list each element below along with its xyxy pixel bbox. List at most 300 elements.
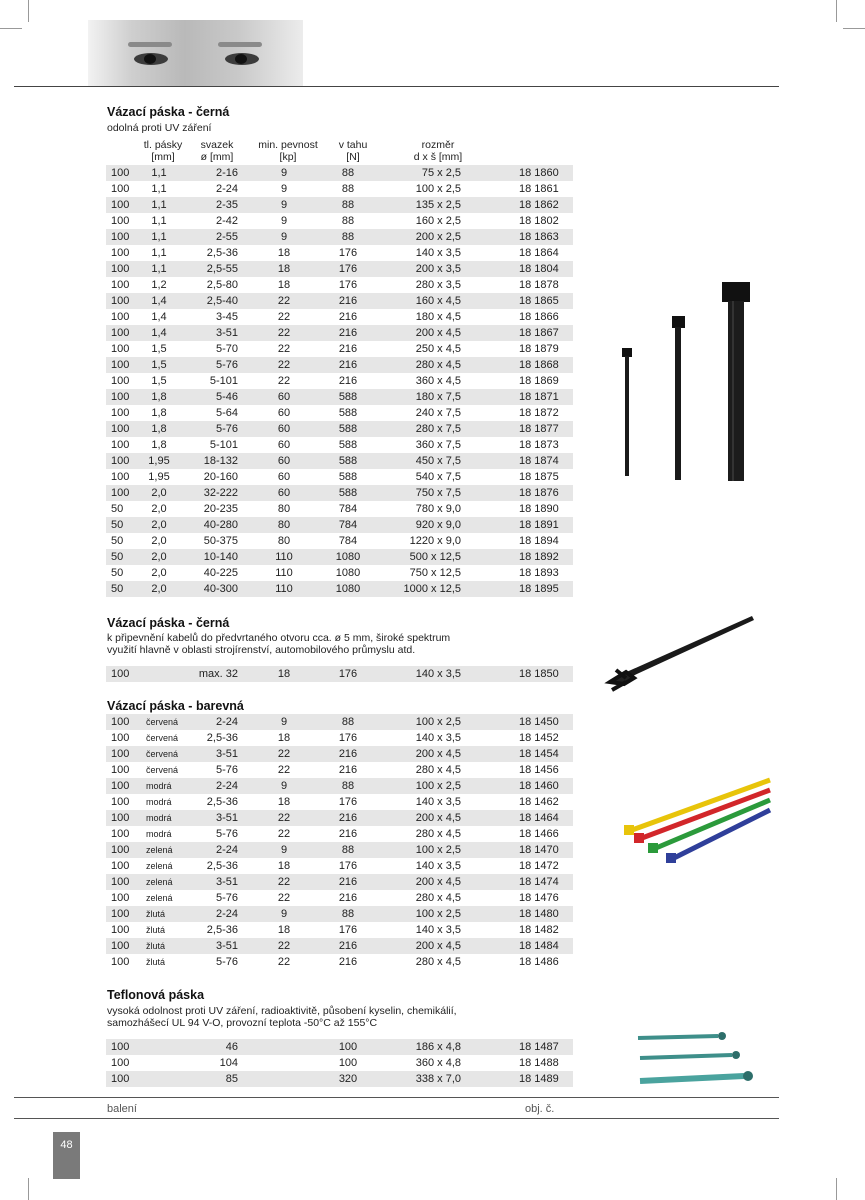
- bundle-cell: 3-51: [215, 748, 238, 760]
- thickness-cell: 1,2: [151, 279, 167, 291]
- strength-cell: 60: [277, 471, 291, 483]
- strength-cell: 110: [275, 583, 293, 595]
- packaging-cell: 100: [111, 828, 130, 840]
- strength-cell: 60: [277, 391, 291, 403]
- strength-cell: 22: [277, 343, 291, 355]
- table-row: [106, 197, 573, 213]
- table-row: [106, 229, 573, 245]
- section3-title: Vázací páska - barevná: [107, 699, 244, 713]
- col-header-strength: min. pevnost [kp]: [258, 139, 318, 163]
- strength-cell: 18: [277, 279, 291, 291]
- dimension-cell: 160 x 2,5: [415, 215, 461, 227]
- section4-title: Teflonová páska: [107, 988, 205, 1002]
- packaging-cell: 100: [111, 263, 130, 275]
- tension-cell: 176: [338, 860, 358, 872]
- tension-cell: 216: [338, 828, 358, 840]
- table-row: [106, 858, 573, 874]
- dimension-cell: 200 x 4,5: [415, 748, 461, 760]
- packaging-cell: 100: [111, 716, 130, 728]
- packaging-cell: 100: [111, 764, 130, 776]
- table-row: [106, 165, 573, 181]
- bundle-cell: 5-76: [215, 828, 238, 840]
- footer-packaging-label: balení: [107, 1103, 137, 1115]
- dimension-cell: 750 x 12,5: [409, 567, 461, 579]
- strength-cell: 9: [280, 231, 288, 243]
- brow-right: [218, 42, 262, 47]
- dimension-cell: 180 x 7,5: [415, 391, 461, 403]
- col-header-dimension: rozměr d x š [mm]: [413, 139, 463, 163]
- dimension-cell: 140 x 3,5: [415, 860, 461, 872]
- table-row: [106, 1071, 573, 1087]
- bundle-cell: 20-160: [203, 471, 238, 483]
- bundle-cell: 50-375: [203, 535, 238, 547]
- dimension-cell: 186 x 4,8: [415, 1041, 461, 1053]
- tension-cell: 216: [338, 359, 358, 371]
- tension-cell: 784: [338, 535, 358, 547]
- dimension-cell: 1000 x 12,5: [403, 583, 461, 595]
- strength-cell: 22: [277, 764, 291, 776]
- bundle-cell: 2-35: [215, 199, 238, 211]
- strength-cell: 22: [277, 892, 291, 904]
- thickness-cell: červená: [146, 717, 179, 727]
- tension-cell: 588: [338, 407, 358, 419]
- packaging-cell: 100: [111, 668, 130, 680]
- order-number-cell: 18 1873: [519, 439, 559, 451]
- strength-cell: 22: [277, 748, 291, 760]
- order-number-cell: 18 1895: [519, 583, 559, 595]
- bundle-cell: 2,5-36: [206, 732, 238, 744]
- strength-cell: 60: [277, 407, 291, 419]
- dimension-cell: 750 x 7,5: [415, 487, 461, 499]
- thickness-cell: 1,4: [151, 295, 167, 307]
- table-row: [106, 533, 573, 549]
- table-row: [106, 826, 573, 842]
- packaging-cell: 100: [111, 892, 130, 904]
- strength-cell: 9: [280, 183, 288, 195]
- order-number-cell: 18 1454: [519, 748, 559, 760]
- dimension-cell: 280 x 3,5: [415, 279, 461, 291]
- packaging-cell: 50: [111, 519, 124, 531]
- packaging-cell: 50: [111, 551, 124, 563]
- strength-cell: 9: [280, 199, 288, 211]
- packaging-cell: 100: [111, 423, 130, 435]
- crop-mark: [836, 0, 837, 22]
- packaging-cell: 50: [111, 567, 124, 579]
- table-row: [106, 730, 573, 746]
- dimension-cell: 135 x 2,5: [415, 199, 461, 211]
- tension-cell: 216: [338, 956, 358, 968]
- thickness-cell: zelená: [146, 861, 173, 871]
- order-number-cell: 18 1871: [519, 391, 559, 403]
- thickness-cell: 1,1: [151, 231, 167, 243]
- dimension-cell: 280 x 7,5: [415, 423, 461, 435]
- order-number-cell: 18 1877: [519, 423, 559, 435]
- bundle-cell: 5-101: [209, 375, 238, 387]
- col-header-tension: v tahu [N]: [338, 139, 368, 163]
- tension-cell: 216: [338, 295, 358, 307]
- packaging-cell: 50: [111, 583, 124, 595]
- thickness-cell: červená: [146, 733, 179, 743]
- tension-cell: 88: [341, 844, 355, 856]
- tension-cell: 588: [338, 487, 358, 499]
- thickness-cell: 1,1: [151, 263, 167, 275]
- dimension-cell: 100 x 2,5: [415, 908, 461, 920]
- colored-cable-ties-image: [612, 770, 772, 870]
- tension-cell: 88: [341, 199, 355, 211]
- order-number-cell: 18 1472: [519, 860, 559, 872]
- packaging-cell: 100: [111, 860, 130, 872]
- dimension-cell: 200 x 4,5: [415, 940, 461, 952]
- dimension-cell: 200 x 2,5: [415, 231, 461, 243]
- strength-cell: 110: [275, 567, 293, 579]
- thickness-cell: 1,8: [151, 407, 167, 419]
- table-row: [106, 842, 573, 858]
- packaging-cell: 100: [111, 956, 130, 968]
- bundle-cell: 3-45: [215, 311, 238, 323]
- table-row: [106, 453, 573, 469]
- strength-cell: 60: [277, 487, 291, 499]
- order-number-cell: 18 1872: [519, 407, 559, 419]
- order-number-cell: 18 1450: [519, 716, 559, 728]
- tension-cell: 1080: [335, 583, 361, 595]
- packaging-cell: 100: [111, 231, 130, 243]
- thickness-cell: 1,5: [151, 343, 167, 355]
- packaging-cell: 100: [111, 439, 130, 451]
- strength-cell: 9: [280, 908, 288, 920]
- thickness-cell: 1,5: [151, 375, 167, 387]
- packaging-cell: 100: [111, 812, 130, 824]
- tension-cell: 216: [338, 748, 358, 760]
- mounting-cable-tie-image: [604, 612, 764, 694]
- dimension-cell: 140 x 3,5: [415, 732, 461, 744]
- bundle-cell: 5-101: [209, 439, 238, 451]
- bundle-cell: 46: [225, 1041, 238, 1053]
- order-number-cell: 18 1862: [519, 199, 559, 211]
- table-row: [106, 666, 573, 682]
- dimension-cell: 100 x 2,5: [415, 844, 461, 856]
- order-number-cell: 18 1891: [519, 519, 559, 531]
- table-row: [106, 485, 573, 501]
- footer-rule-bottom: [14, 1118, 779, 1119]
- dimension-cell: 250 x 4,5: [415, 343, 461, 355]
- strength-cell: 18: [277, 732, 291, 744]
- order-number-cell: 18 1482: [519, 924, 559, 936]
- tension-cell: 216: [338, 940, 358, 952]
- order-number-cell: 18 1876: [519, 487, 559, 499]
- table-row: [106, 794, 573, 810]
- bundle-cell: 5-76: [215, 423, 238, 435]
- packaging-cell: 100: [111, 924, 130, 936]
- dimension-cell: 160 x 4,5: [415, 295, 461, 307]
- dimension-cell: 75 x 2,5: [421, 167, 461, 179]
- table-row: [106, 922, 573, 938]
- strength-cell: 110: [275, 551, 293, 563]
- table-row: [106, 245, 573, 261]
- tension-cell: 1080: [335, 551, 361, 563]
- packaging-cell: 100: [111, 732, 130, 744]
- packaging-cell: 100: [111, 311, 130, 323]
- tension-cell: 88: [341, 231, 355, 243]
- bundle-cell: max. 32: [198, 668, 238, 680]
- footer-order-no-label: obj. č.: [525, 1103, 555, 1115]
- packaging-cell: 100: [111, 1073, 130, 1085]
- table-section2: [106, 666, 573, 682]
- dimension-cell: 140 x 3,5: [415, 247, 461, 259]
- bundle-cell: 5-64: [215, 407, 238, 419]
- order-number-cell: 18 1879: [519, 343, 559, 355]
- order-number-cell: 18 1802: [519, 215, 559, 227]
- packaging-cell: 100: [111, 391, 130, 403]
- bundle-cell: 5-76: [215, 359, 238, 371]
- tension-cell: 176: [338, 279, 358, 291]
- tension-cell: 216: [338, 375, 358, 387]
- bundle-cell: 2,5-36: [206, 247, 238, 259]
- table-row: [106, 565, 573, 581]
- tension-cell: 88: [341, 215, 355, 227]
- crop-mark: [28, 1178, 29, 1200]
- col-header-bundle: svazek ø [mm]: [200, 139, 234, 163]
- dimension-cell: 1220 x 9,0: [409, 535, 461, 547]
- dimension-cell: 200 x 3,5: [415, 263, 461, 275]
- table-row: [106, 906, 573, 922]
- dimension-cell: 140 x 3,5: [415, 924, 461, 936]
- section2-subtitle-2: využití hlavně v oblasti strojírenství, automobilového průmyslu atd.: [107, 644, 416, 656]
- table-section4: [106, 1039, 573, 1087]
- table-row: [106, 325, 573, 341]
- packaging-cell: 100: [111, 487, 130, 499]
- strength-cell: 9: [280, 716, 288, 728]
- table-row: [106, 1055, 573, 1071]
- table-row: [106, 938, 573, 954]
- order-number-cell: 18 1874: [519, 455, 559, 467]
- dimension-cell: 240 x 7,5: [415, 407, 461, 419]
- table-row: [106, 762, 573, 778]
- header-face-photo: [88, 20, 303, 86]
- order-number-cell: 18 1861: [519, 183, 559, 195]
- table-row: [106, 277, 573, 293]
- dimension-cell: 360 x 4,8: [415, 1057, 461, 1069]
- packaging-cell: 100: [111, 1057, 130, 1069]
- dimension-cell: 140 x 3,5: [415, 796, 461, 808]
- order-number-cell: 18 1489: [519, 1073, 559, 1085]
- table-row: [106, 890, 573, 906]
- thickness-cell: 1,1: [151, 199, 167, 211]
- dimension-cell: 200 x 4,5: [415, 327, 461, 339]
- order-number-cell: 18 1488: [519, 1057, 559, 1069]
- bundle-cell: 18-132: [203, 455, 238, 467]
- packaging-cell: 100: [111, 247, 130, 259]
- packaging-cell: 100: [111, 796, 130, 808]
- bundle-cell: 85: [225, 1073, 238, 1085]
- strength-cell: 9: [280, 167, 288, 179]
- bundle-cell: 40-225: [203, 567, 238, 579]
- thickness-cell: 1,4: [151, 327, 167, 339]
- order-number-cell: 18 1464: [519, 812, 559, 824]
- thickness-cell: 1,8: [151, 423, 167, 435]
- strength-cell: 22: [277, 359, 291, 371]
- order-number-cell: 18 1892: [519, 551, 559, 563]
- section2-subtitle-1: k připevnění kabelů do předvrtaného otvoru cca. ø 5 mm, široké spektrum: [107, 632, 451, 644]
- table-row: [106, 954, 573, 970]
- table-row: [106, 501, 573, 517]
- strength-cell: 22: [277, 375, 291, 387]
- thickness-cell: 1,95: [148, 455, 170, 467]
- strength-cell: 22: [277, 940, 291, 952]
- thickness-cell: 2,0: [151, 567, 167, 579]
- thickness-cell: 2,0: [151, 519, 167, 531]
- tension-cell: 588: [338, 391, 358, 403]
- header-rule: [14, 86, 779, 87]
- table-row: [106, 213, 573, 229]
- order-number-cell: 18 1476: [519, 892, 559, 904]
- strength-cell: 18: [277, 860, 291, 872]
- strength-cell: 22: [277, 311, 291, 323]
- bundle-cell: 3-51: [215, 940, 238, 952]
- table-row: [106, 293, 573, 309]
- table-row: [106, 874, 573, 890]
- tension-cell: 176: [338, 247, 358, 259]
- table-section3: [106, 714, 573, 970]
- tension-cell: 216: [338, 892, 358, 904]
- thickness-cell: žlutá: [146, 957, 166, 967]
- strength-cell: 9: [280, 780, 288, 792]
- bundle-cell: 20-235: [203, 503, 238, 515]
- bundle-cell: 5-76: [215, 764, 238, 776]
- strength-cell: 22: [277, 295, 291, 307]
- bundle-cell: 5-70: [215, 343, 238, 355]
- thickness-cell: 1,4: [151, 311, 167, 323]
- bundle-cell: 2-24: [215, 844, 238, 856]
- bundle-cell: 5-76: [215, 892, 238, 904]
- bundle-cell: 3-51: [215, 327, 238, 339]
- dimension-cell: 360 x 4,5: [415, 375, 461, 387]
- strength-cell: 18: [277, 263, 291, 275]
- strength-cell: 18: [277, 247, 291, 259]
- packaging-cell: 100: [111, 780, 130, 792]
- table-row: [106, 357, 573, 373]
- order-number-cell: 18 1866: [519, 311, 559, 323]
- tension-cell: 88: [341, 716, 355, 728]
- dimension-cell: 920 x 9,0: [415, 519, 461, 531]
- order-number-cell: 18 1850: [519, 668, 559, 680]
- thickness-cell: zelená: [146, 845, 173, 855]
- order-number-cell: 18 1486: [519, 956, 559, 968]
- thickness-cell: modrá: [146, 781, 172, 791]
- packaging-cell: 50: [111, 503, 124, 515]
- packaging-cell: 50: [111, 535, 124, 547]
- thickness-cell: 1,1: [151, 183, 167, 195]
- bundle-cell: 5-76: [215, 956, 238, 968]
- dimension-cell: 338 x 7,0: [415, 1073, 461, 1085]
- tension-cell: 588: [338, 471, 358, 483]
- order-number-cell: 18 1466: [519, 828, 559, 840]
- table-row: [106, 261, 573, 277]
- teflon-ties-image: [636, 1026, 766, 1090]
- packaging-cell: 100: [111, 908, 130, 920]
- order-number-cell: 18 1452: [519, 732, 559, 744]
- bundle-cell: 2,5-80: [206, 279, 238, 291]
- tension-cell: 216: [338, 812, 358, 824]
- tension-cell: 100: [338, 1041, 358, 1053]
- thickness-cell: 2,0: [151, 503, 167, 515]
- thickness-cell: 2,0: [151, 535, 167, 547]
- dimension-cell: 540 x 7,5: [415, 471, 461, 483]
- bundle-cell: 2-55: [215, 231, 238, 243]
- order-number-cell: 18 1487: [519, 1041, 559, 1053]
- tension-cell: 1080: [335, 567, 361, 579]
- order-number-cell: 18 1456: [519, 764, 559, 776]
- thickness-cell: modrá: [146, 829, 172, 839]
- thickness-cell: 2,0: [151, 551, 167, 563]
- section1-title: Vázací páska - černá: [107, 105, 230, 119]
- tension-cell: 176: [338, 668, 358, 680]
- strength-cell: 80: [277, 503, 291, 515]
- packaging-cell: 100: [111, 471, 130, 483]
- table-row: [106, 469, 573, 485]
- section1-subtitle: odolná proti UV záření: [107, 122, 212, 134]
- thickness-cell: žlutá: [146, 909, 166, 919]
- thickness-cell: 1,5: [151, 359, 167, 371]
- tension-cell: 176: [338, 924, 358, 936]
- brow-left: [128, 42, 172, 47]
- table-row: [106, 581, 573, 597]
- packaging-cell: 100: [111, 455, 130, 467]
- dimension-cell: 280 x 4,5: [415, 828, 461, 840]
- thickness-cell: červená: [146, 749, 179, 759]
- bundle-cell: 104: [219, 1057, 238, 1069]
- bundle-cell: 2,5-36: [206, 924, 238, 936]
- crop-mark: [0, 28, 22, 29]
- bundle-cell: 40-280: [203, 519, 238, 531]
- order-number-cell: 18 1878: [519, 279, 559, 291]
- order-number-cell: 18 1470: [519, 844, 559, 856]
- packaging-cell: 100: [111, 215, 130, 227]
- tension-cell: 88: [341, 167, 355, 179]
- crop-mark: [836, 1178, 837, 1200]
- dimension-cell: 100 x 2,5: [415, 716, 461, 728]
- bundle-cell: 5-46: [215, 391, 238, 403]
- tension-cell: 216: [338, 311, 358, 323]
- thickness-cell: 1,8: [151, 439, 167, 451]
- thickness-cell: modrá: [146, 813, 172, 823]
- order-number-cell: 18 1890: [519, 503, 559, 515]
- bundle-cell: 2,5-36: [206, 860, 238, 872]
- bundle-cell: 2-42: [215, 215, 238, 227]
- bundle-cell: 2-24: [215, 908, 238, 920]
- thickness-cell: žlutá: [146, 941, 166, 951]
- order-number-cell: 18 1865: [519, 295, 559, 307]
- order-number-cell: 18 1460: [519, 780, 559, 792]
- tension-cell: 176: [338, 732, 358, 744]
- table-row: [106, 778, 573, 794]
- bundle-cell: 2,5-40: [206, 295, 238, 307]
- order-number-cell: 18 1875: [519, 471, 559, 483]
- table-row: [106, 389, 573, 405]
- col-header-thickness: tl. pásky [mm]: [143, 139, 183, 163]
- crop-mark: [28, 0, 29, 22]
- page-number: 48: [53, 1132, 80, 1179]
- dimension-cell: 280 x 4,5: [415, 892, 461, 904]
- bundle-cell: 2-24: [215, 183, 238, 195]
- dimension-cell: 280 x 4,5: [415, 764, 461, 776]
- order-number-cell: 18 1474: [519, 876, 559, 888]
- order-number-cell: 18 1863: [519, 231, 559, 243]
- order-number-cell: 18 1462: [519, 796, 559, 808]
- tension-cell: 784: [338, 503, 358, 515]
- dimension-cell: 450 x 7,5: [415, 455, 461, 467]
- order-number-cell: 18 1894: [519, 535, 559, 547]
- crop-mark: [843, 28, 865, 29]
